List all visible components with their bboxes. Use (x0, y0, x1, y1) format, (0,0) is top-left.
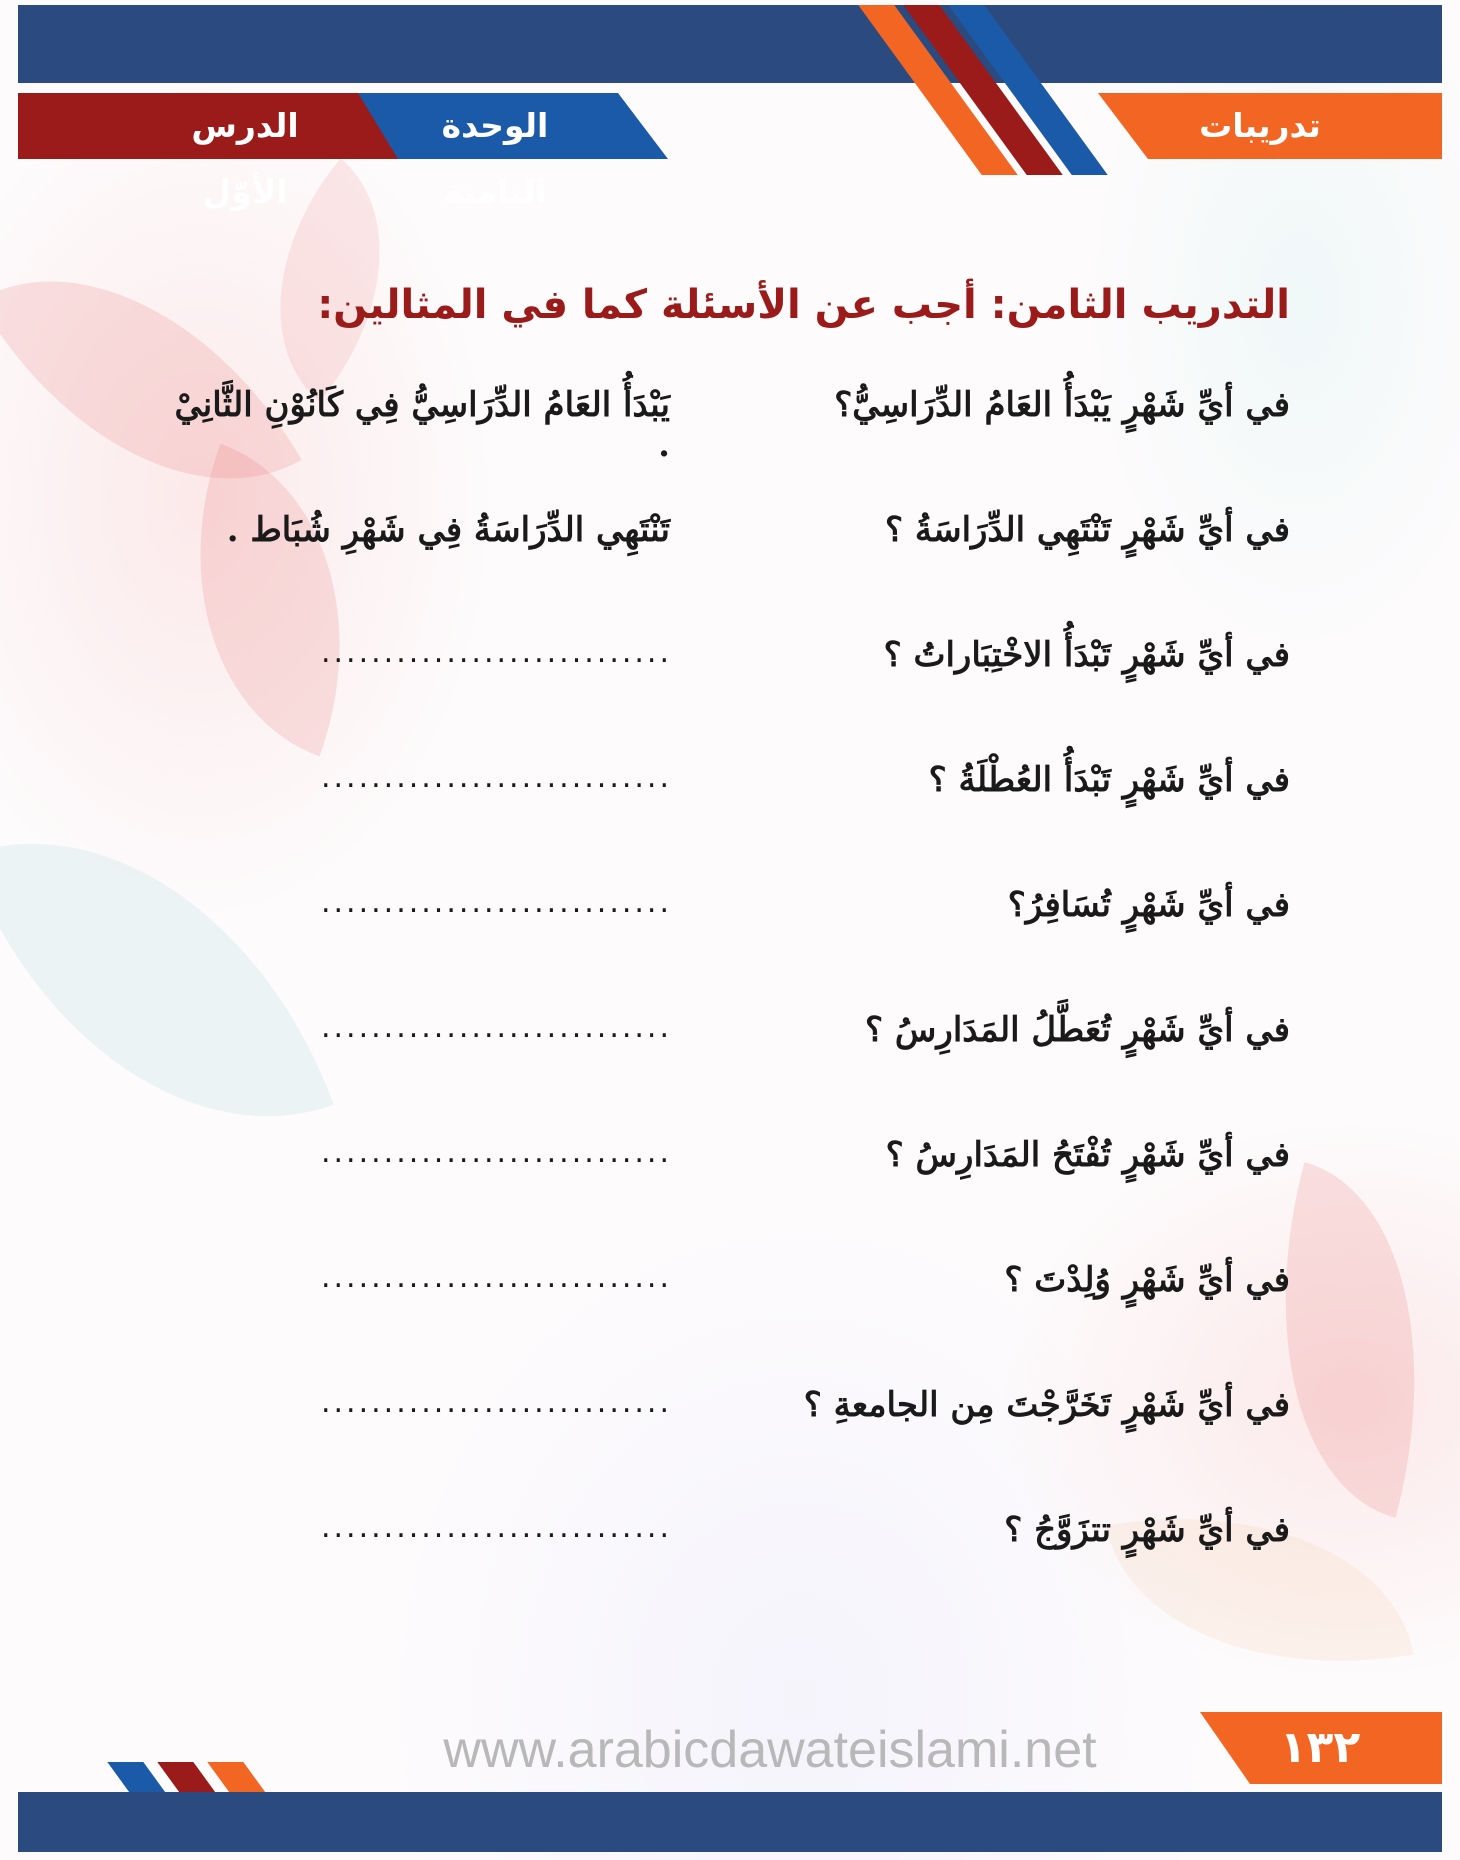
exercise-title: التدريب الثامن: أجب عن الأسئلة كما في المثالين: (317, 282, 1290, 328)
question-text: في أيِّ شَهْرٍ تتزَوَّجُ ؟ (1004, 1510, 1290, 1550)
exercise-row (170, 510, 1290, 635)
footer-band (18, 1792, 1442, 1852)
exercise-row (170, 1010, 1290, 1135)
answer-blank[interactable]: ............................ (320, 1510, 672, 1545)
lesson-label: الدرس الأوّل (191, 106, 299, 211)
header-top-band (18, 5, 1442, 83)
question-text: في أيِّ شَهْرٍ تَخَرَّجْتَ مِن الجامعةِ ؟ (803, 1385, 1290, 1425)
exercise-row (170, 1510, 1290, 1635)
question-text: في أيِّ شَهْرٍ تُسَافِرُ؟ (1007, 885, 1290, 925)
exercise-row (170, 385, 1290, 510)
page-number: ١٣٢ (1279, 1722, 1361, 1773)
watermark-url: www.arabicdawateislami.net (443, 1721, 1097, 1779)
section-label: تدريبات (1199, 106, 1321, 145)
question-text: في أيِّ شَهْرٍ تُعَطَّلُ المَدَارِسُ ؟ (865, 1010, 1290, 1050)
question-text: في أيِّ شَهْرٍ يَبْدَأُ العَامُ الدِّرَاسِيُّ؟ (834, 385, 1290, 425)
exercise-row (170, 885, 1290, 1010)
answer-text: يَبْدَأُ العَامُ الدِّرَاسِيُّ فِي كَانُوْنِ الثَّانِيْ . (174, 385, 670, 465)
question-text: في أيِّ شَهْرٍ وُلِدْتَ ؟ (1004, 1260, 1290, 1300)
answer-blank[interactable]: ............................ (320, 1135, 672, 1170)
answer-text: تَنْتَهِي الدِّرَاسَةُ فِي شَهْرِ شُبَاط . (226, 510, 670, 550)
answer-blank[interactable]: ............................ (320, 635, 672, 670)
exercise-row (170, 1385, 1290, 1510)
answer-blank[interactable]: ............................ (320, 1010, 672, 1045)
answer-blank[interactable]: ............................ (320, 1260, 672, 1295)
exercise-list (170, 385, 1290, 1635)
question-text: في أيِّ شَهْرٍ تَبْدَأُ الاخْتِبَاراتُ ؟ (883, 635, 1290, 675)
exercise-row (170, 635, 1290, 760)
answer-blank[interactable]: ............................ (320, 885, 672, 920)
exercise-row (170, 1135, 1290, 1260)
question-text: في أيِّ شَهْرٍ تَبْدَأُ العُطْلَةُ ؟ (928, 760, 1290, 800)
exercise-row (170, 1260, 1290, 1385)
question-text: في أيِّ شَهْرٍ تَنْتَهِي الدِّرَاسَةُ ؟ (884, 510, 1290, 550)
answer-blank[interactable]: ............................ (320, 760, 672, 795)
unit-label: الوحدة الثامنة (441, 106, 549, 211)
exercise-row (170, 760, 1290, 885)
question-text: في أيِّ شَهْرٍ تُفْتَحُ المَدَارِسُ ؟ (885, 1135, 1290, 1175)
answer-blank[interactable]: ............................ (320, 1385, 672, 1420)
